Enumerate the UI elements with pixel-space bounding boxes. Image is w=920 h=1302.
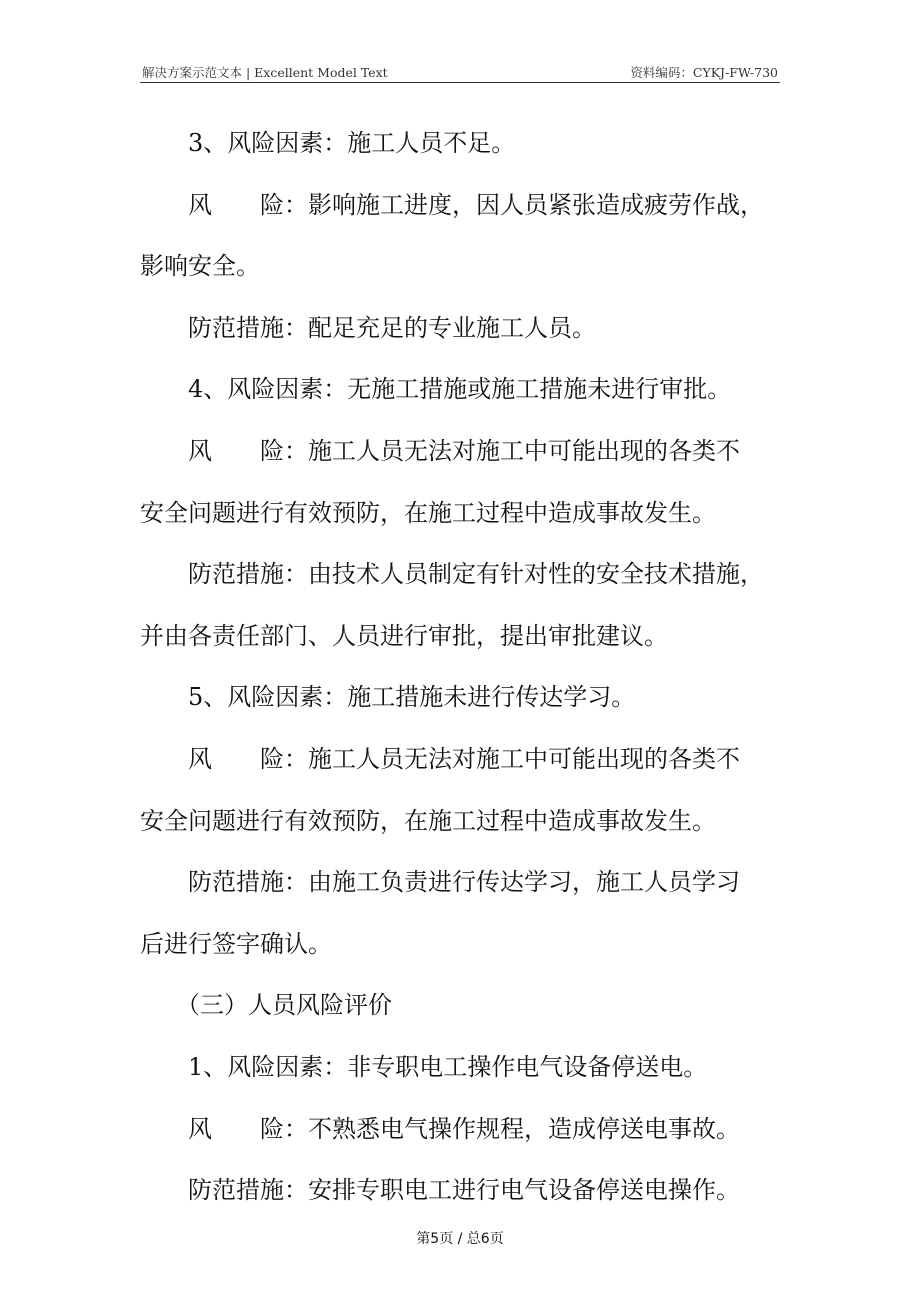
item-4-measure-cont: 并由各责任部门、人员进行审批，提出审批建议。 (140, 621, 668, 650)
item-3-risk-cont: 影响安全。 (140, 252, 260, 281)
item-5-measure-cont: 后进行签字确认。 (140, 929, 332, 958)
item-3-risk (140, 180, 780, 242)
risk-label-start: 风 (188, 190, 212, 219)
item-5-measure: 防范措施：由施工负责进行传达学习，施工人员学习 (188, 868, 740, 897)
risk-label-start: 风 (188, 1114, 212, 1143)
item-5-risk (140, 734, 780, 796)
section-heading: （三）人员风险评价 (176, 991, 392, 1020)
item-5-risk-cont: 安全问题进行有效预防，在施工过程中造成事故发生。 (140, 806, 716, 835)
person-item-1-title: 1、风险因素：非专职电工操作电气设备停送电。 (188, 1052, 708, 1081)
page-header (140, 60, 780, 83)
item-4-risk-cont: 安全问题进行有效预防，在施工过程中造成事故发生。 (140, 498, 716, 527)
item-5-title: 5、风险因素：施工措施未进行传达学习。 (188, 683, 636, 712)
risk-label-start: 风 (188, 744, 212, 773)
risk-text: 险：施工人员无法对施工中可能出现的各类不 (260, 436, 740, 465)
item-3-title: 3、风险因素：施工人员不足。 (188, 129, 516, 157)
item-4-measure: 防范措施：由技术人员制定有针对性的安全技术措施， (188, 560, 764, 589)
document-body (140, 118, 780, 1227)
document-code: 资料编码：CYKJ-FW-730 (630, 65, 778, 80)
risk-label-start: 风 (188, 436, 212, 465)
page-number: 第5页 / 总6页 (416, 1231, 504, 1247)
risk-text: 险：影响施工进度，因人员紧张造成疲劳作战， (260, 190, 764, 219)
person-item-1-measure: 防范措施：安排专职电工进行电气设备停送电操作。 (188, 1176, 740, 1205)
person-item-1-risk (140, 1104, 780, 1166)
item-3-measure: 防范措施：配足充足的专业施工人员。 (188, 313, 596, 342)
item-4-risk (140, 426, 780, 488)
header-title: 解决方案示范文本 | Excellent Model Text (142, 65, 388, 80)
risk-text: 险：施工人员无法对施工中可能出现的各类不 (260, 744, 740, 773)
item-4-title: 4、风险因素：无施工措施或施工措施未进行审批。 (188, 375, 732, 404)
risk-text: 险：不熟悉电气操作规程，造成停送电事故。 (260, 1114, 740, 1143)
